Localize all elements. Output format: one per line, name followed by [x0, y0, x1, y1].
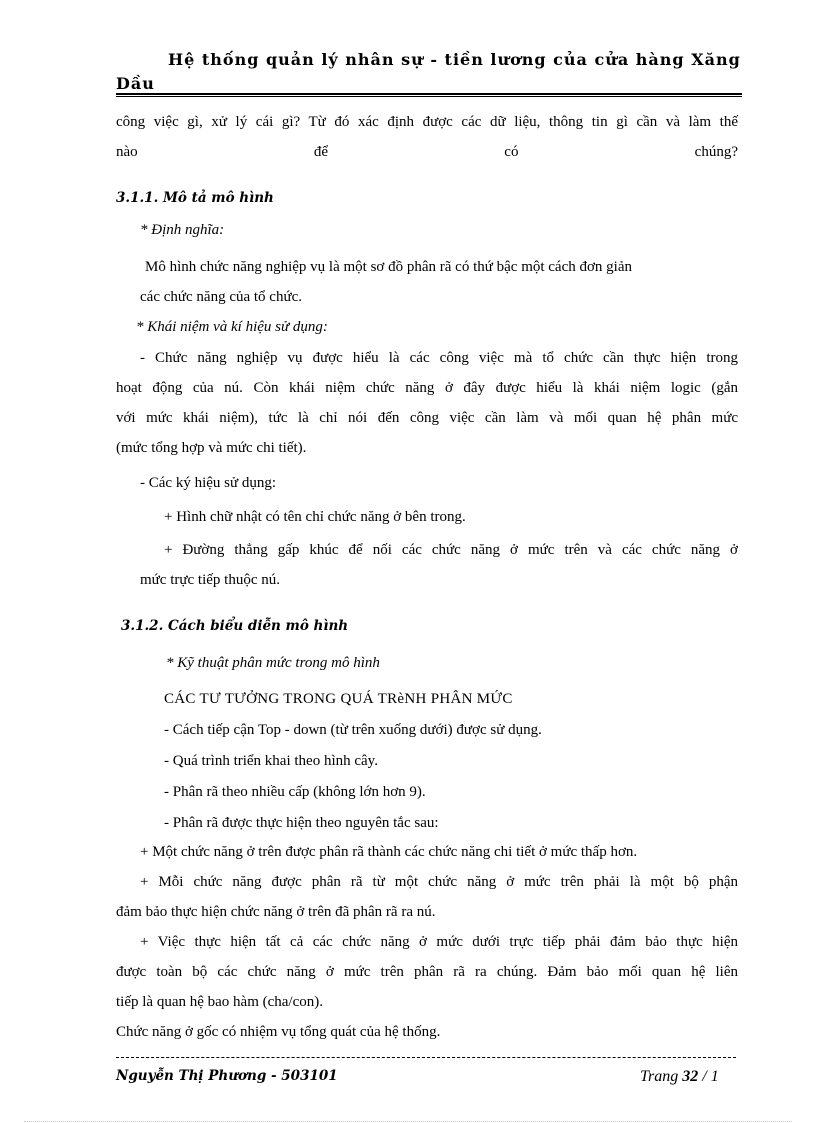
section-heading-3-1-2: 3.1.2. Cách biểu diễn mô hình — [121, 618, 349, 634]
intro-line-2: nào để có chúng? — [116, 144, 738, 160]
definition-label: * Định nghĩa: — [140, 222, 225, 238]
idea-item-1: - Cách tiếp cận Top - down (từ trên xuống dưới) được sử dụng. — [164, 722, 542, 738]
page-suffix: / 1 — [698, 1068, 719, 1085]
technique-label: * Kỹ thuật phân mức trong mô hình — [166, 655, 380, 671]
idea-item-4: - Phân rã được thực hiện theo nguyên tắc sau: — [164, 815, 439, 831]
concept-line-3: với mức khái niệm), tức là chỉ nói đến công việc cần làm và mối quan hệ phân mức — [116, 410, 738, 426]
page-bottom-border — [24, 1121, 792, 1122]
concept-line-2: hoạt động của nú. Còn khái niệm chức năng ở đây được hiểu là khái niệm logic (gắn — [116, 380, 738, 396]
rule-item-3-line-2: được toàn bộ các chức năng ở mức trên phân rã ra chúng. Đảm bảo mối quan hệ liên — [116, 964, 738, 980]
symbol-item-2-line-1: + Đường thẳng gấp khúc để nối các chức năng ở mức trên và các chức năng ở — [164, 542, 738, 558]
concept-line-1: - Chức năng nghiệp vụ được hiểu là các công việc mà tổ chức cần thực hiện trong — [140, 350, 738, 366]
header-title-line-2: Dầu — [116, 74, 155, 93]
header-rule — [116, 93, 742, 97]
header-title-line-1: Hệ thống quản lý nhân sự - tiền lương của cửa hàng Xăng — [168, 50, 741, 69]
footer-page-number — [640, 1068, 719, 1086]
symbol-item-1: + Hình chữ nhật có tên chỉ chức năng ở bên trong. — [164, 509, 466, 525]
section-heading-3-1-1: 3.1.1. Mô tả mô hình — [116, 190, 274, 206]
page-prefix: Trang — [640, 1068, 683, 1085]
intro-line-1: công việc gì, xử lý cái gì? Từ đó xác định được các dữ liệu, thông tin gì cần và làm thế — [116, 114, 738, 130]
concept-line-4: (mức tổng hợp và mức chi tiết). — [116, 440, 307, 456]
running-header-title — [116, 48, 742, 96]
symbol-item-2-line-2: mức trực tiếp thuộc nú. — [140, 572, 280, 588]
ideas-title: CÁC TƯ TƯỞNG TRONG QUÁ TRèNH PHÂN MỨC — [164, 691, 513, 707]
definition-line-1: Mô hình chức năng nghiệp vụ là một sơ đồ phân rã có thứ bậc một cách đơn giản — [145, 259, 633, 275]
idea-item-2: - Quá trình triển khai theo hình cây. — [164, 753, 378, 769]
definition-line-2: các chức năng của tổ chức. — [140, 289, 303, 305]
closing-line: Chức năng ở gốc có nhiệm vụ tổng quát của hệ thống. — [116, 1024, 441, 1040]
footer-rule — [116, 1057, 736, 1058]
idea-item-3: - Phân rã theo nhiều cấp (không lớn hơn 9). — [164, 784, 426, 800]
rule-item-2-line-1: + Mỗi chức năng được phân rã từ một chức năng ở mức trên phải là một bộ phận — [140, 874, 738, 890]
rule-item-1: + Một chức năng ở trên được phân rã thành các chức năng chi tiết ở mức thấp hơn. — [140, 844, 638, 860]
footer-author: Nguyễn Thị Phương - 503101 — [116, 1068, 338, 1084]
rule-item-2-line-2: đảm bảo thực hiện chức năng ở trên đã phân rã ra nú. — [116, 904, 436, 920]
page-number: 32 — [682, 1068, 699, 1085]
rule-item-3-line-1: + Việc thực hiện tất cả các chức năng ở mức dưới trực tiếp phải đảm bảo thực hiện — [140, 934, 738, 950]
symbols-label: - Các ký hiệu sử dụng: — [140, 475, 277, 491]
rule-item-3-line-3: tiếp là quan hệ bao hàm (cha/con). — [116, 994, 323, 1010]
concept-label: * Khái niệm và kí hiệu sử dụng: — [136, 319, 328, 335]
